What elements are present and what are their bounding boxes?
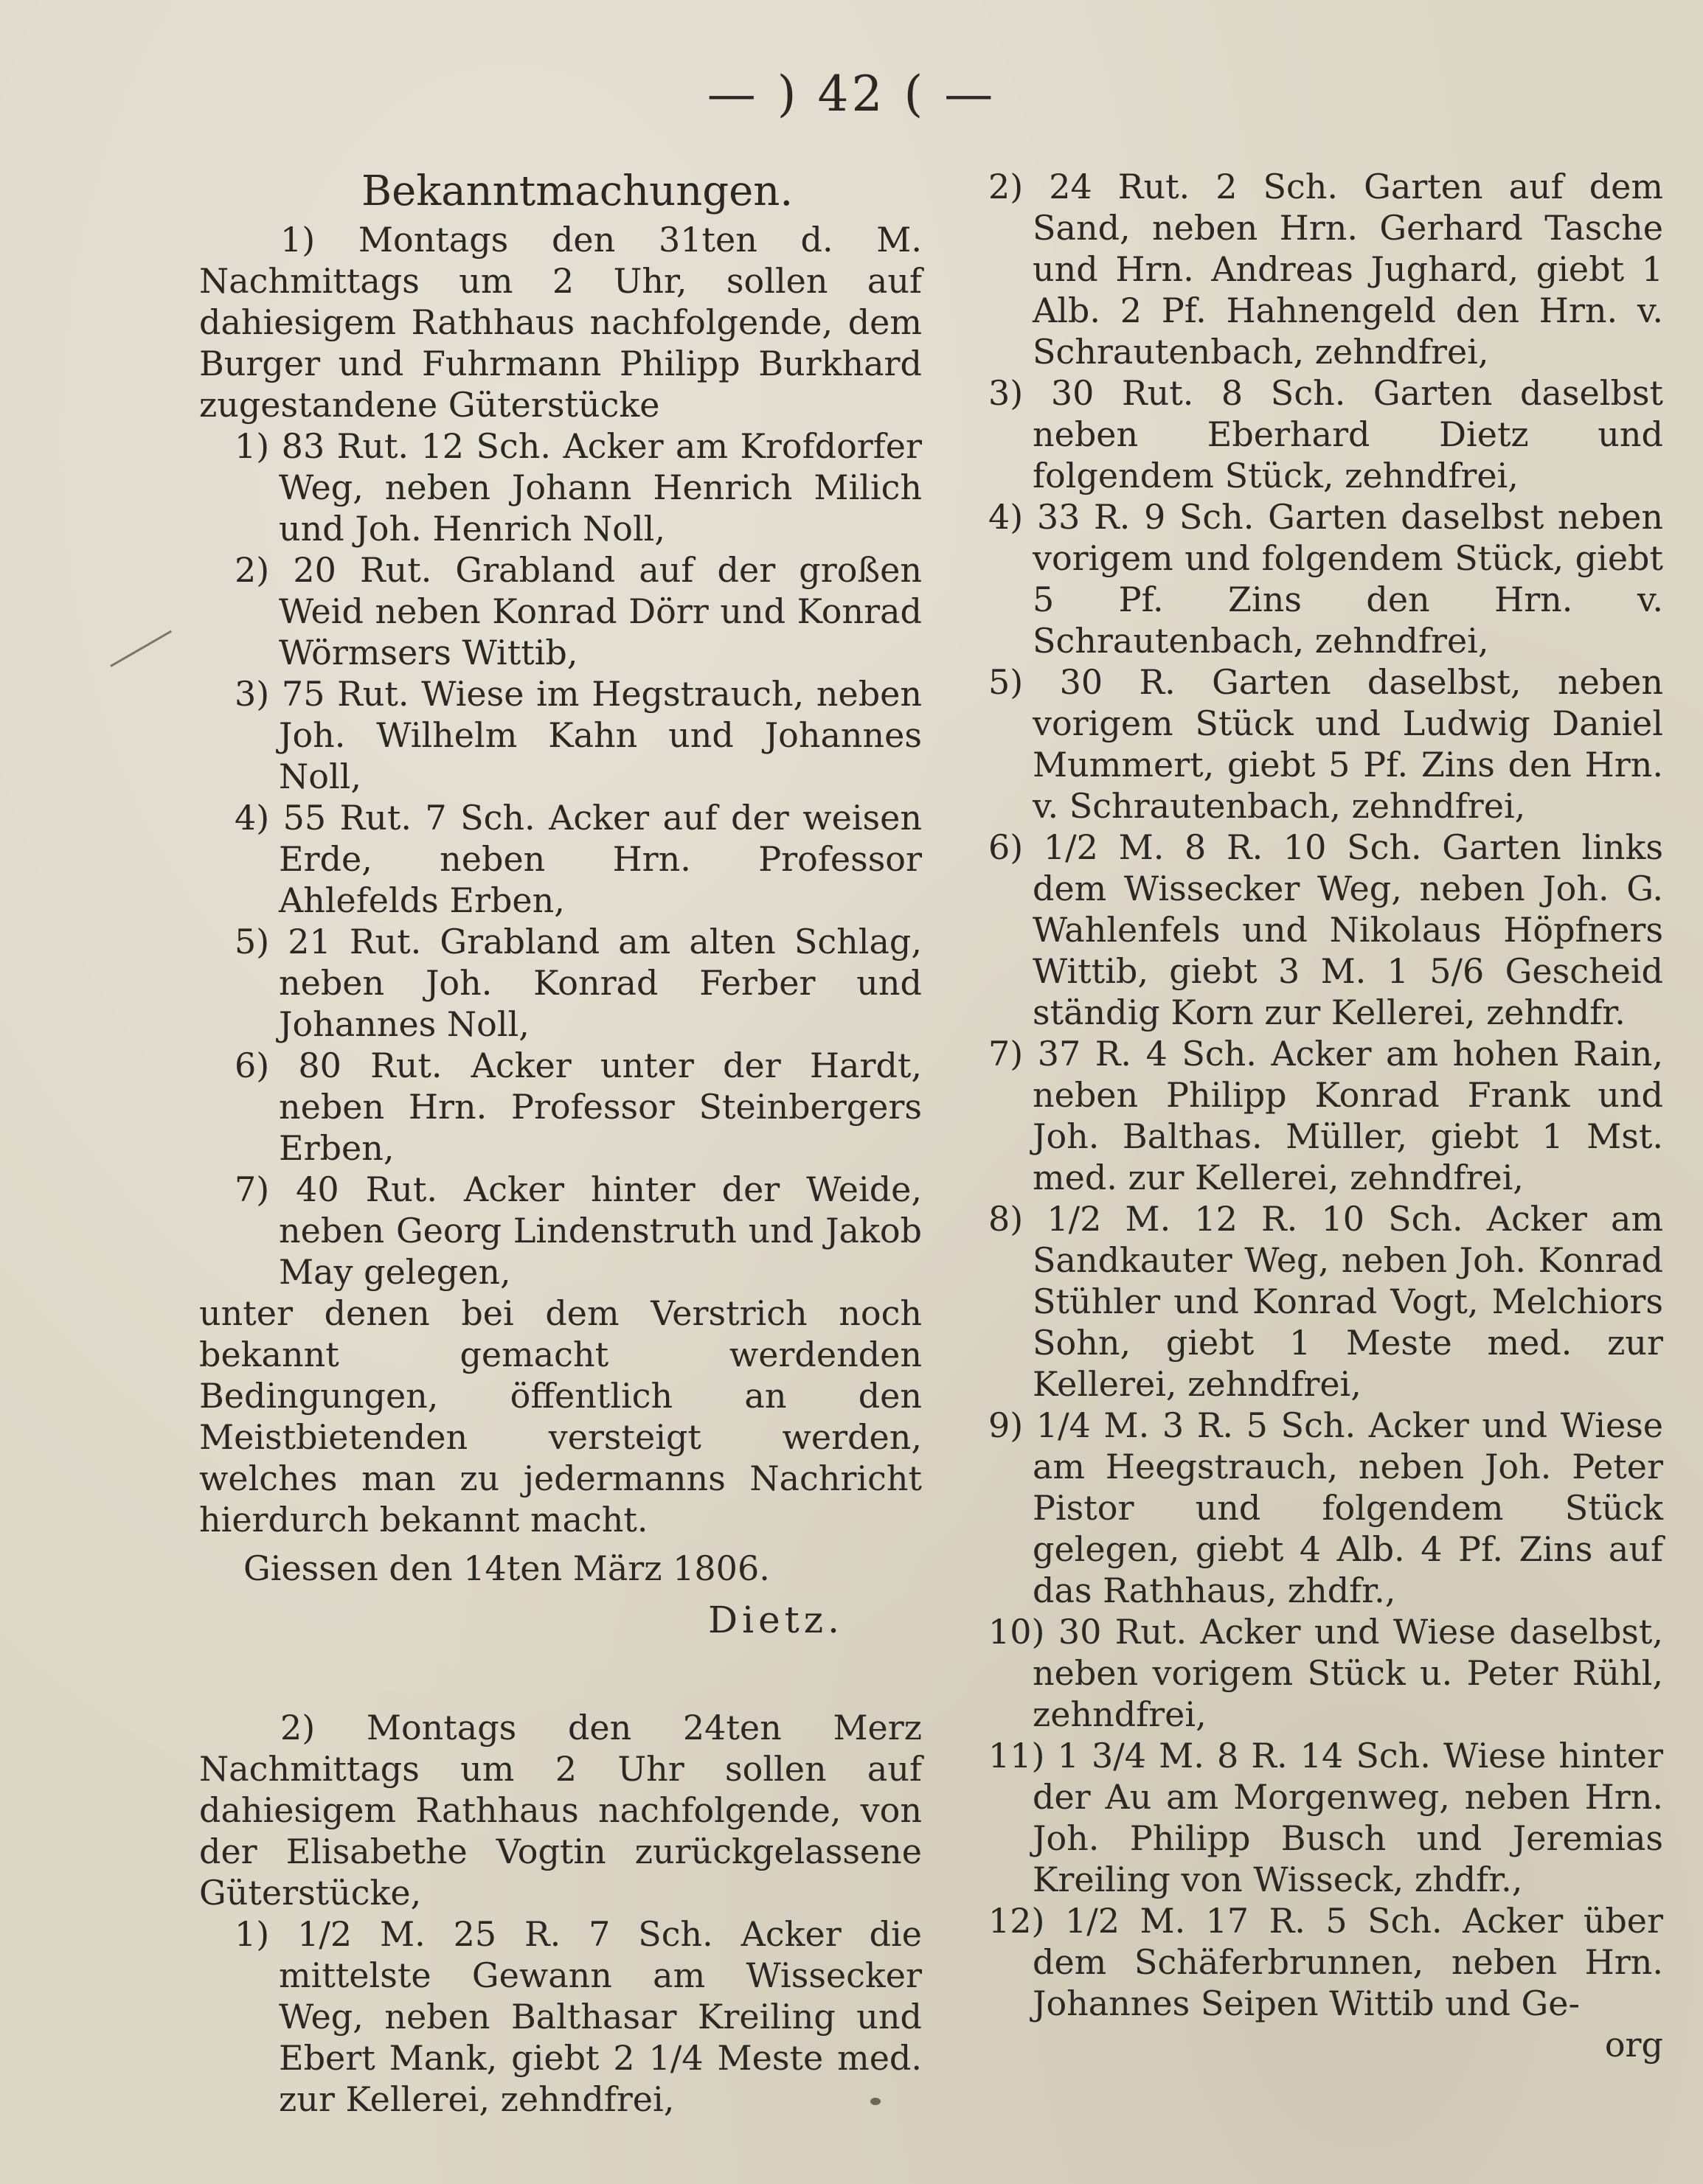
notice-2-item: 4) 33 R. 9 Sch. Garten daselbst neben vorigem und folgendem Stück, giebt 5 Pf. Zins den Hrn. v. Schrautenbach, zehndfrei, bbox=[988, 497, 1663, 661]
notice-1-item: 5) 21 Rut. Grabland am alten Schlag, neben Joh. Konrad Ferber und Johannes Noll, bbox=[235, 922, 922, 1044]
notice-2-item: 5) 30 R. Garten daselbst, neben vorigem Stück und Ludwig Daniel Mummert, giebt 5 Pf. Zins den Hrn. v. Schrautenbach, zehndfrei, bbox=[988, 662, 1663, 826]
notice-2-item: 8) 1/2 M. 12 R. 10 Sch. Acker am Sandkauter Weg, neben Joh. Konrad Stühler und Konrad Vogt, Melchiors Sohn, giebt 1 Meste med. zur Kellerei, zehndfrei, bbox=[988, 1199, 1663, 1404]
notice-1-item: 7) 40 Rut. Acker hinter der Weide, neben Georg Lindenstruth und Jakob May gelegen, bbox=[235, 1169, 922, 1292]
notice-2-item: 12) 1/2 M. 17 R. 5 Sch. Acker über dem Schäferbrunnen, neben Hrn. Johannes Seipen Wittib und Ge- bbox=[988, 1901, 1663, 2023]
notice-1-item: 2) 20 Rut. Grabland auf der großen Weid neben Konrad Dörr und Konrad Wörmsers Wittib, bbox=[235, 550, 922, 672]
notice-1-item: 6) 80 Rut. Acker unter der Hardt, neben Hrn. Professor Steinbergers Erben, bbox=[235, 1046, 922, 1168]
notice-2-item: 2) 24 Rut. 2 Sch. Garten auf dem Sand, neben Hrn. Gerhard Tasche und Hrn. Andreas Jughard, giebt 1 Alb. 2 Pf. Hahnengeld den Hrn. v. Schrautenbach, zehndfrei, bbox=[988, 167, 1663, 372]
notice-1-item: 1) 83 Rut. 12 Sch. Acker am Krofdorfer Weg, neben Johann Henrich Milich und Joh. Henrich Noll, bbox=[235, 426, 922, 549]
catchword: org bbox=[1604, 2025, 1663, 2065]
notice-2-item: 11) 1 3/4 M. 8 R. 14 Sch. Wiese hinter der Au am Morgenweg, neben Hrn. Joh. Philipp Busch und Jeremias Kreiling von Wisseck, zhdfr., bbox=[988, 1736, 1663, 1899]
notice-date: Giessen den 14ten März 1806. bbox=[243, 1548, 770, 1588]
right-column bbox=[988, 166, 1663, 2065]
notice-1-item: 4) 55 Rut. 7 Sch. Acker auf der weisen Erde, neben Hrn. Professor Ahlefelds Erben, bbox=[235, 798, 922, 920]
notice-1-item: 3) 75 Rut. Wiese im Hegstrauch, neben Joh. Wilhelm Kahn und Johannes Noll, bbox=[235, 674, 922, 796]
notice-2-item: 9) 1/4 M. 3 R. 5 Sch. Acker und Wiese am Heegstrauch, neben Joh. Peter Pistor und folgendem Stück gelegen, giebt 4 Alb. 4 Pf. Zins auf das Rathhaus, zhdfr., bbox=[988, 1405, 1663, 1610]
signature: Dietz. bbox=[708, 1599, 844, 1641]
left-column bbox=[199, 166, 922, 2120]
notice-2-item: 10) 30 Rut. Acker und Wiese daselbst, neben vorigem Stück u. Peter Rühl, zehndfrei, bbox=[988, 1612, 1663, 1734]
notice-2-item: 3) 30 Rut. 8 Sch. Garten daselbst neben Eberhard Dietz und folgendem Stück, zehndfrei, bbox=[988, 373, 1663, 495]
section-heading: Bekanntmachungen. bbox=[361, 167, 794, 215]
notice-1-intro: 1) Montags den 31ten d. M. Nachmittags um 2 Uhr, sollen auf dahiesigem Rathhaus nachfolgende, dem Burger und Fuhrmann Philipp Burkhard zugestandene Güterstücke bbox=[199, 220, 922, 425]
notice-2-item: 6) 1/2 M. 8 R. 10 Sch. Garten links dem Wissecker Weg, neben Joh. G. Wahlenfels und Nikolaus Höpfners Wittib, giebt 3 M. 1 5/6 Gescheid ständig Korn zur Kellerei, zehndfr. bbox=[988, 827, 1663, 1032]
page-number: — ) 42 ( — bbox=[707, 66, 996, 122]
notice-2-intro: 2) Montags den 24ten Merz Nachmittags um 2 Uhr sollen auf dahiesigem Rathhaus nachfolgende, von der Elisabethe Vogtin zurückgelassene Güterstücke, bbox=[199, 1708, 922, 1913]
pencil-mark bbox=[110, 630, 172, 667]
notice-2-item: 7) 37 R. 4 Sch. Acker am hohen Rain, neben Philipp Konrad Frank und Joh. Balthas. Müller, giebt 1 Mst. med. zur Kellerei, zehndfrei, bbox=[988, 1034, 1663, 1197]
notice-2-item: 1) 1/2 M. 25 R. 7 Sch. Acker die mittelste Gewann am Wissecker Weg, neben Balthasar Kreiling und Ebert Mank, giebt 2 1/4 Meste med. zur Kellerei, zehndfrei, bbox=[235, 1914, 922, 2119]
notice-1-closing: unter denen bei dem Verstrich noch bekannt gemacht werdenden Bedingungen, öffentlich an den Meistbietenden versteigt werden, welches man zu jedermanns Nachricht hierdurch bekannt macht. bbox=[199, 1293, 922, 1540]
